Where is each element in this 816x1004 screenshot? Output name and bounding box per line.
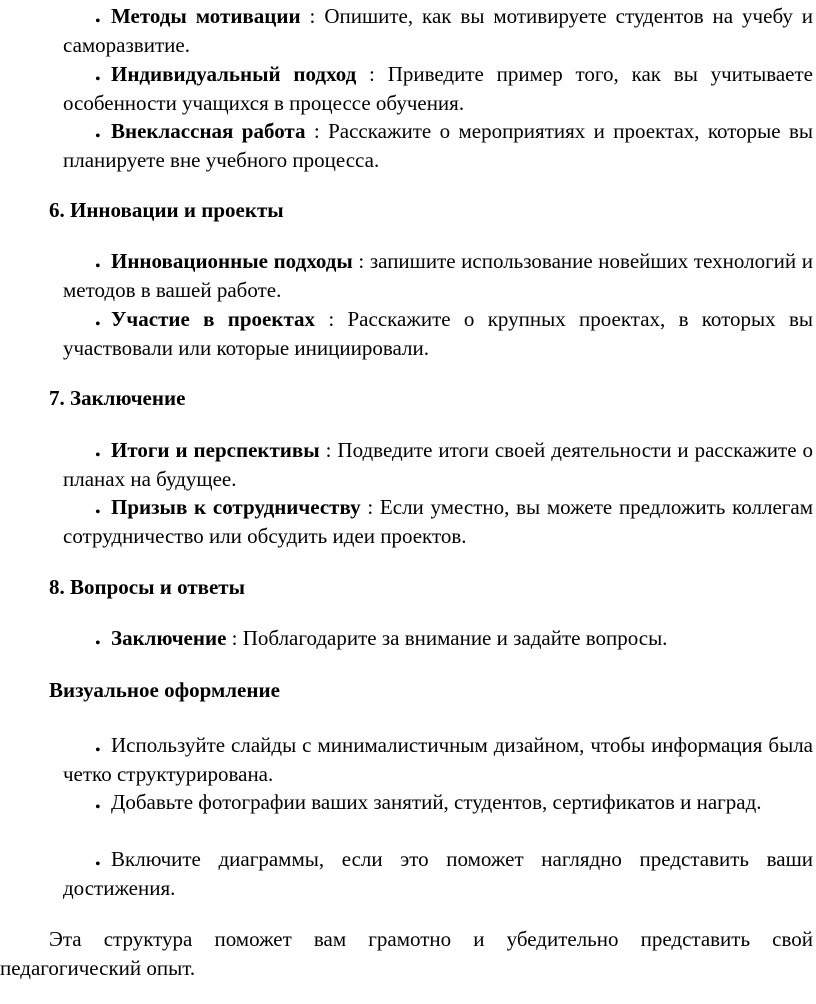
bullet-item: • Методы мотивации : Опишите, как вы мотивируете студентов на учебу и саморазвитие.	[63, 4, 814, 57]
bullet-item: • Внеклассная работа : Расскажите о мероприятиях и проектах, которые вы планируете вне учебного процесса.	[63, 119, 814, 172]
bullet-text: Используйте слайды с минималистичным дизайном, чтобы информация была четко структурирована.	[63, 733, 813, 786]
bullet-text: запишите использование новейших технологий и методов в вашей работе.	[63, 249, 813, 302]
bullet-term: Индивидуальный подход	[111, 62, 357, 86]
bullet-item: • Призыв к сотрудничеству : Если уместно, вы можете предложить коллегам сотрудничество или обсудить идеи проектов.	[63, 495, 813, 548]
bullet-term: Внеклассная работа	[111, 119, 306, 143]
bullet-item: • Добавьте фотографии ваших занятий, студентов, сертификатов и наград.	[95, 790, 762, 816]
section-heading: 7. Заключение	[49, 386, 186, 410]
bullet-item: • Включите диаграммы, если это поможет наглядно представить ваши достижения.	[63, 847, 813, 900]
bullet-item: • Заключение : Поблагодарите за внимание и задайте вопросы.	[95, 626, 668, 652]
bullet-text: Опишите, как вы мотивируете студентов на учебу и саморазвитие.	[63, 4, 814, 57]
bullet-item: • Используйте слайды с минималистичным дизайном, чтобы информация была четко структурирована.	[63, 733, 813, 786]
bullet-text: Приведите пример того, как вы учитываете особенности учащихся в процессе обучения.	[63, 62, 813, 115]
bullet-text: Расскажите о мероприятиях и проектах, которые вы планируете вне учебного процесса.	[63, 119, 814, 172]
bullet-text: Поблагодарите за внимание и задайте вопросы.	[242, 626, 668, 650]
bullet-term: Участие в проектах	[111, 307, 316, 331]
bullet-text: Добавьте фотографии ваших занятий, студентов, сертификатов и наград.	[111, 790, 762, 814]
bullet-item: • Участие в проектах : Расскажите о крупных проектах, в которых вы участвовали или которые инициировали.	[63, 307, 813, 360]
bullet-text: Если уместно, вы можете предложить коллегам сотрудничество или обсудить идеи проектов.	[63, 495, 813, 548]
section-heading: Визуальное оформление	[49, 678, 280, 702]
bullet-item: • Индивидуальный подход : Приведите пример того, как вы учитываете особенности учащихся в процессе обучения.	[63, 62, 813, 115]
bullet-term: Инновационные подходы	[111, 249, 353, 273]
bullet-term: Методы мотивации	[111, 4, 301, 28]
bullet-text: Подведите итоги своей деятельности и расскажите о планах на будущее.	[63, 438, 813, 491]
section-heading: 6. Инновации и проекты	[49, 198, 284, 222]
closing-paragraph: Эта структура поможет вам грамотно и убедительно представить свой педагогический опыт.	[0, 927, 813, 980]
bullet-item: • Инновационные подходы : запишите использование новейших технологий и методов в вашей работе.	[63, 249, 813, 302]
bullet-text: Расскажите о крупных проектах, в которых вы участвовали или которые инициировали.	[63, 307, 813, 360]
bullet-term: Призыв к сотрудничеству	[111, 495, 361, 519]
bullet-term: Заключение	[111, 626, 227, 650]
bullet-item: • Итоги и перспективы : Подведите итоги своей деятельности и расскажите о планах на будущее.	[63, 438, 813, 491]
bullet-text: Включите диаграммы, если это поможет наглядно представить ваши достижения.	[63, 847, 813, 900]
bullet-term: Итоги и перспективы	[111, 438, 320, 462]
section-heading: 8. Вопросы и ответы	[49, 575, 246, 599]
